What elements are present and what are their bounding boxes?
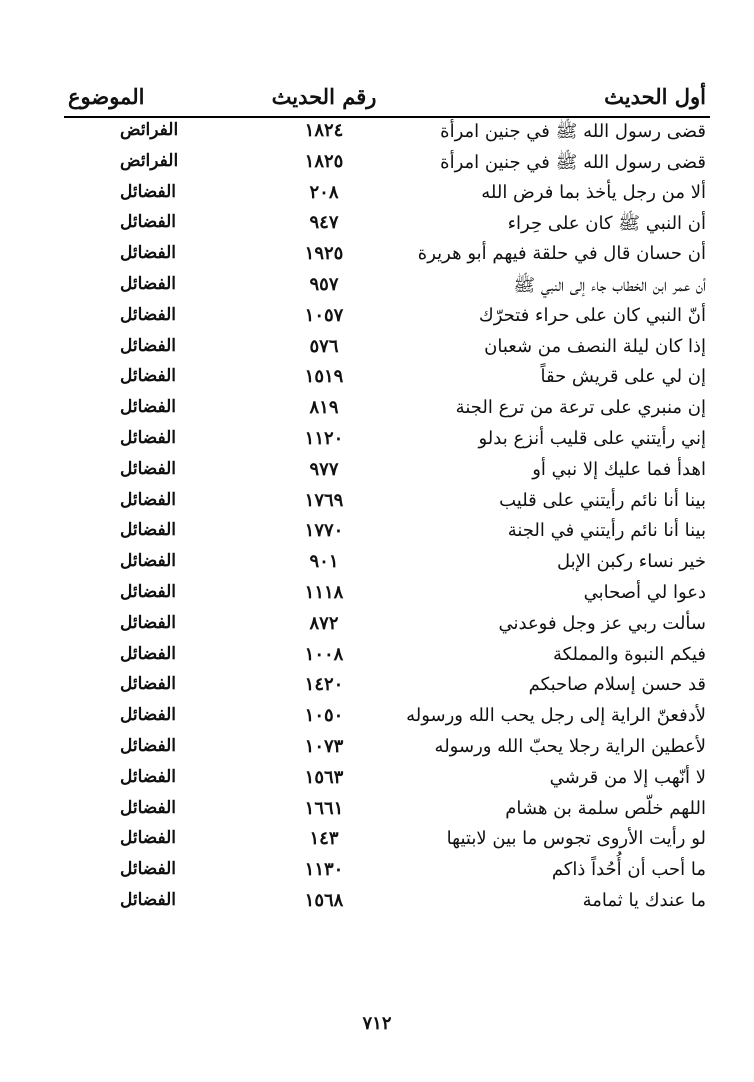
hadith-number: ٩٤٧ [309, 212, 339, 234]
table-row [64, 732, 710, 763]
table-row [64, 116, 710, 147]
hadith-number: ١٧٧٠ [304, 520, 344, 542]
table-row [64, 455, 710, 486]
hadith-first-words: أن حسان قال في حلقة فيهم أبو هريرة [417, 243, 706, 265]
table-row [64, 239, 710, 270]
hadith-first-words: قد حسن إسلام صاحبكم [528, 674, 706, 696]
hadith-number: ٨١٩ [309, 397, 339, 419]
hadith-first-words: ألا من رجل يأخذ بما فرض الله [481, 181, 706, 203]
table-row [64, 824, 710, 855]
hadith-number: ١٦٦١ [304, 797, 344, 819]
hadith-first-words: اللهم خلّص سلمة بن هشام [505, 797, 706, 819]
header-hadith-number: رقم الحديث [271, 84, 377, 109]
table-row [64, 763, 710, 794]
hadith-topic: الفضائل [120, 181, 177, 202]
hadith-first-words: قضى رسول الله ﷺ في جنين امرأة [440, 121, 706, 142]
hadith-topic: الفضائل [120, 735, 177, 756]
table-row [64, 670, 710, 701]
hadith-topic: الفضائل [120, 859, 177, 880]
hadith-first-words: ما أحب أن أُحُداً ذاكم [551, 859, 706, 881]
hadith-number: ١٩٢٥ [304, 243, 344, 265]
hadith-first-words: اهدأ فما عليك إلا نبي أو [532, 458, 706, 480]
hadith-number: ٩٠١ [309, 551, 339, 573]
table-row [64, 516, 710, 547]
page-number: ٧١٢ [362, 1013, 392, 1034]
hadith-number: ٨٧٢ [309, 612, 339, 634]
hadith-first-words: دعوا لي أصحابي [583, 581, 706, 603]
table-row [64, 393, 710, 424]
hadith-number: ٩٥٧ [309, 273, 339, 295]
hadith-first-words: إذا كان ليلة النصف من شعبان [484, 335, 706, 357]
hadith-first-words: سألت ربي عز وجل فوعدني [498, 612, 706, 634]
hadith-first-words: إن منبري على ترعة من ترع الجنة [455, 397, 706, 419]
table-row [64, 794, 710, 825]
table-row [64, 640, 710, 671]
hadith-topic: الفضائل [120, 273, 177, 294]
table-row [64, 701, 710, 732]
hadith-topic: الفضائل [120, 612, 177, 633]
hadith-topic: الفضائل [120, 705, 177, 726]
hadith-number: ١٥٦٣ [304, 766, 344, 788]
hadith-index-list [64, 116, 710, 917]
hadith-number: ١٨٢٤ [304, 120, 344, 141]
hadith-number: ١٠٥٧ [304, 304, 344, 326]
table-row [64, 362, 710, 393]
table-row [64, 547, 710, 578]
table-row [64, 270, 710, 301]
hadith-topic: الفضائل [120, 397, 177, 418]
hadith-number: ٢٠٨ [309, 181, 339, 203]
hadith-topic: الفضائل [120, 520, 177, 541]
hadith-first-words: قضى رسول الله ﷺ في جنين امرأة [440, 151, 706, 173]
hadith-topic: الفضائل [120, 243, 177, 264]
hadith-number: ١٨٢٥ [304, 150, 344, 172]
hadith-first-words: أنّ النبي كان على حراء فتحرّك [478, 304, 706, 326]
hadith-first-words: بينا أنا نائم رأيتني في الجنة [507, 520, 706, 542]
hadith-number: ١٠٠٨ [304, 643, 344, 665]
hadith-number: ١٤٣ [309, 828, 339, 850]
hadith-topic: الفضائل [120, 643, 177, 664]
hadith-first-words: ما عندك يا ثمامة [582, 889, 706, 911]
table-row [64, 147, 710, 178]
hadith-topic: الفرائض [120, 120, 179, 140]
table-row [64, 208, 710, 239]
hadith-first-words: إني رأيتني على قليب أنزع بدلو [478, 427, 706, 449]
table-row [64, 178, 710, 209]
hadith-number: ١١١٨ [304, 581, 344, 603]
table-header [64, 84, 710, 118]
hadith-topic: الفضائل [120, 427, 177, 448]
hadith-topic: الفضائل [120, 551, 177, 572]
table-row [64, 486, 710, 517]
table-row [64, 424, 710, 455]
hadith-number: ١٠٥٠ [304, 705, 344, 727]
hadith-first-words: أن النبي ﷺ كان على حِراء [507, 213, 706, 235]
header-first-words: أول الحديث [604, 84, 706, 109]
hadith-number: ١١٢٠ [304, 427, 344, 449]
hadith-first-words: خير نساء ركبن الإبل [557, 551, 706, 573]
hadith-number: ١٤٢٠ [304, 674, 344, 696]
hadith-number: ١٠٧٣ [304, 735, 344, 757]
table-row [64, 609, 710, 640]
hadith-topic: الفضائل [120, 335, 177, 356]
table-row [64, 332, 710, 363]
hadith-number: ١١٣٠ [304, 859, 344, 881]
hadith-topic: الفضائل [120, 828, 177, 849]
hadith-number: ٥٧٦ [309, 335, 339, 357]
table-row [64, 855, 710, 886]
hadith-topic: الفضائل [120, 674, 177, 695]
hadith-first-words: فيكم النبوة والمملكة [552, 643, 706, 665]
hadith-topic: الفضائل [120, 581, 177, 602]
hadith-topic: الفضائل [120, 366, 177, 387]
hadith-number: ١٥٦٨ [304, 889, 344, 911]
hadith-topic: الفضائل [120, 489, 177, 510]
table-row [64, 578, 710, 609]
header-topic: الموضوع [68, 84, 145, 109]
hadith-topic: الفرائض [120, 150, 179, 171]
hadith-first-words: لأدفعنّ الراية إلى رجل يحب الله ورسوله [406, 705, 706, 727]
hadith-number: ١٧٦٩ [304, 489, 344, 511]
hadith-topic: الفضائل [120, 889, 177, 910]
hadith-first-words: لأعطين الراية رجلا يحبّ الله ورسوله [434, 735, 706, 757]
hadith-first-words: إن لي على قريش حقاً [540, 366, 706, 388]
hadith-topic: الفضائل [120, 797, 177, 818]
hadith-topic: الفضائل [120, 304, 177, 325]
table-row [64, 301, 710, 332]
hadith-first-words: لو رأيت الأروى تجوس ما بين لابتيها [446, 828, 706, 850]
hadith-topic: الفضائل [120, 458, 177, 479]
hadith-topic: الفضائل [120, 766, 177, 787]
hadith-number: ١٥١٩ [304, 366, 344, 388]
hadith-first-words: لا أنّهب إلا من قرشي [549, 766, 706, 788]
table-row [64, 886, 710, 917]
hadith-number: ٩٧٧ [309, 458, 339, 480]
hadith-topic: الفضائل [120, 212, 177, 233]
hadith-first-words: بينا أنا نائم رأيتني على قليب [499, 489, 706, 511]
hadith-first-words: أن عمر ابن الخطاب جاء إلى النبي ﷺ [513, 274, 706, 296]
